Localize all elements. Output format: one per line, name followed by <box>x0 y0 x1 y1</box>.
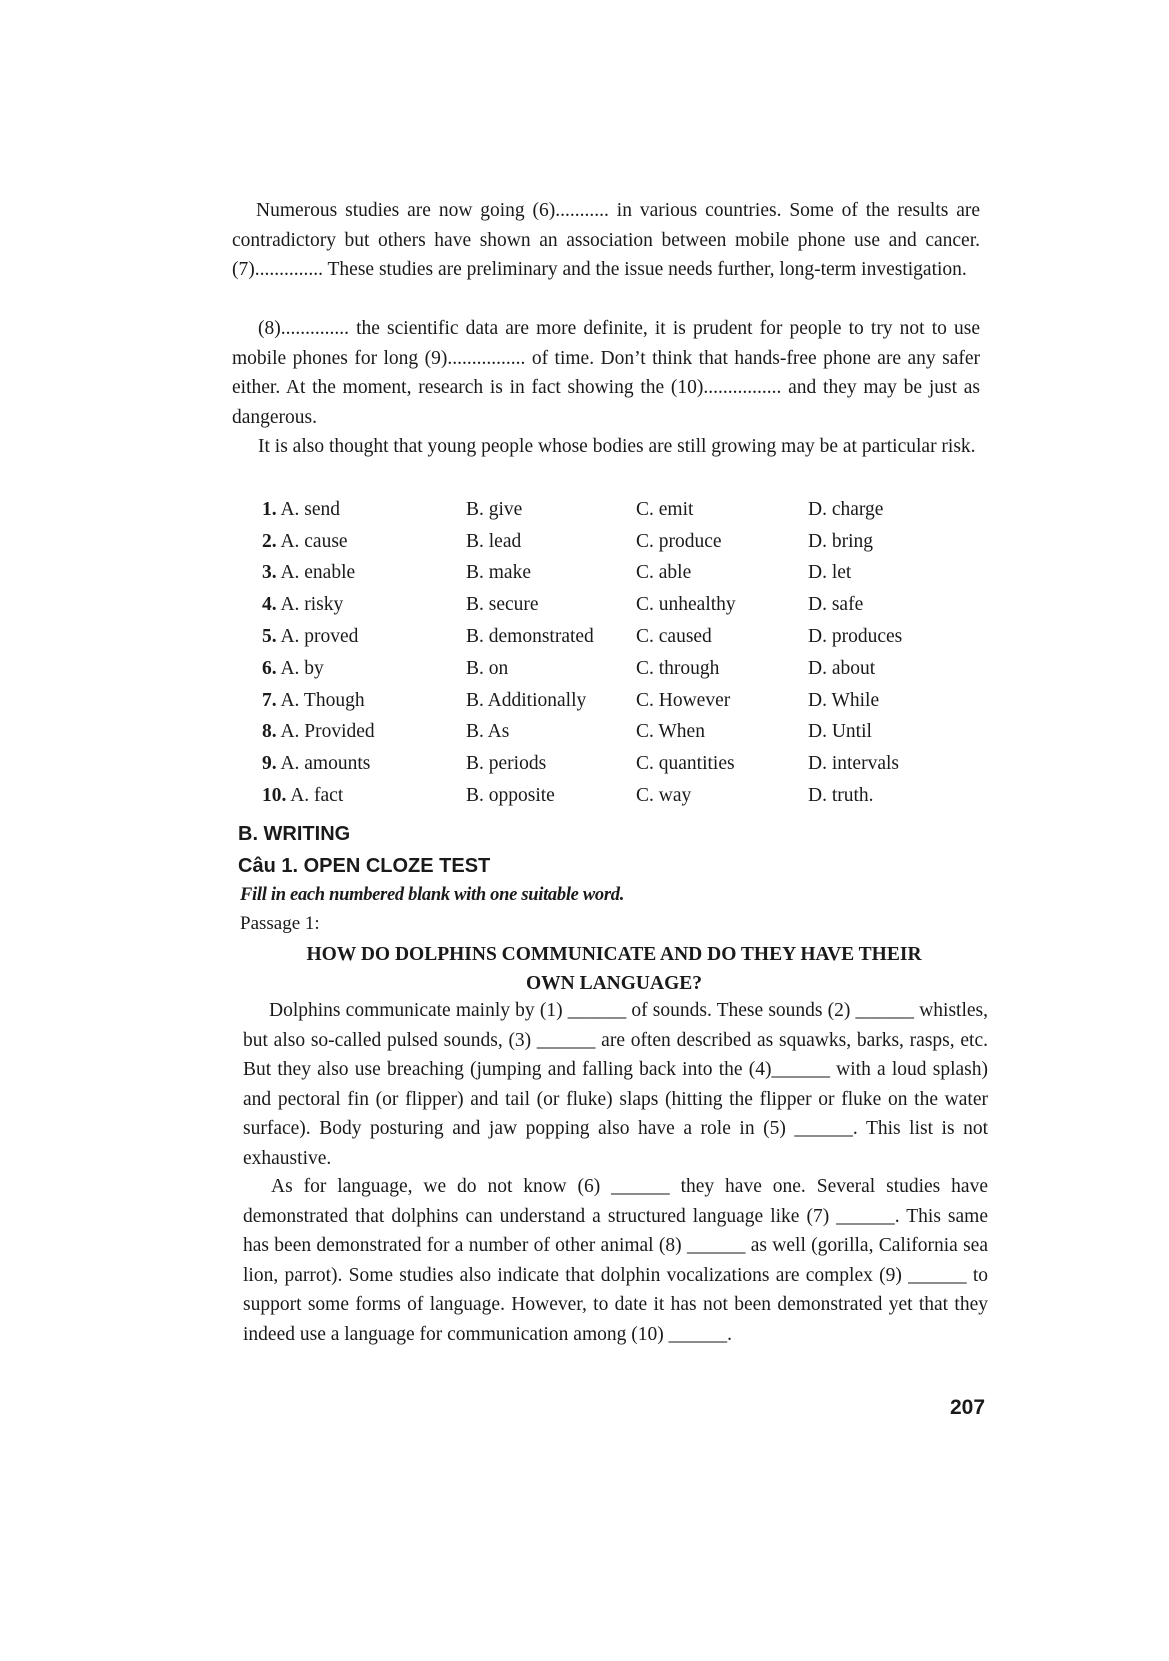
option-a <box>262 589 466 621</box>
question-number: 9. <box>262 753 277 775</box>
answer-options-body <box>262 494 982 812</box>
option-text: B. opposite <box>466 785 555 807</box>
option-c <box>636 685 808 717</box>
option-text: C. able <box>636 562 692 584</box>
option-text: B. make <box>466 562 531 584</box>
option-text: C. through <box>636 657 720 679</box>
option-b <box>466 589 636 621</box>
option-text: B. periods <box>466 753 547 775</box>
option-row <box>262 558 982 590</box>
option-b <box>466 748 636 780</box>
option-text: D. While <box>808 689 880 711</box>
question-number: 10. <box>262 785 287 807</box>
option-a <box>262 717 466 749</box>
section-heading: B. WRITING <box>238 823 351 845</box>
option-row <box>262 653 982 685</box>
page-number: 207 <box>950 1396 986 1419</box>
option-d <box>808 621 982 653</box>
option-text: D. intervals <box>808 753 899 775</box>
option-c <box>636 717 808 749</box>
option-row <box>262 494 982 526</box>
option-d <box>808 653 982 685</box>
option-text: C. caused <box>636 626 712 648</box>
option-text: B. demonstrated <box>466 626 594 648</box>
option-text: C. However <box>636 689 731 711</box>
option-text: B. Additionally <box>466 689 587 711</box>
option-d <box>808 526 982 558</box>
option-b <box>466 717 636 749</box>
option-row <box>262 589 982 621</box>
question-number: 6. <box>262 657 277 679</box>
option-c <box>636 780 808 812</box>
option-b <box>466 494 636 526</box>
option-text: A. Provided <box>280 721 375 743</box>
passage-label: Passage 1: <box>240 913 320 934</box>
dolphin-paragraph-1: Dolphins communicate mainly by (1) ______ of sounds. These sounds (2) ______ whistles, but also so-called pulsed sounds, (3) ______ are often described as squawks, barks, rasps, etc. But they also use breaching (jumping and falling back into the (4)______ with a loud splash) and pectoral fin (or flipper) and tail (or fluke) slaps (hitting the flipper or fluke on the water surface). Body posturing and jaw popping also have a role in (5) ______. This list is not exhaustive. <box>243 1000 988 1169</box>
option-b <box>466 621 636 653</box>
question-heading: Câu 1. OPEN CLOZE TEST <box>238 855 491 877</box>
option-text: A. risky <box>280 594 344 616</box>
passage-title-line-1: HOW DO DOLPHINS COMMUNICATE AND DO THEY HAVE THEIR <box>306 944 922 965</box>
option-a <box>262 621 466 653</box>
option-d <box>808 748 982 780</box>
option-c <box>636 526 808 558</box>
passage-title-line-2: OWN LANGUAGE? <box>525 973 703 994</box>
option-a <box>262 780 466 812</box>
option-text: C. emit <box>636 498 694 520</box>
option-text: D. about <box>808 657 876 679</box>
question-number: 5. <box>262 626 277 648</box>
question-number: 1. <box>262 498 277 520</box>
option-text: C. produce <box>636 530 722 552</box>
instruction-text: Fill in each numbered blank with one suitable word. <box>240 885 625 905</box>
option-text: A. enable <box>280 562 356 584</box>
option-c <box>636 653 808 685</box>
question-number: 2. <box>262 530 277 552</box>
option-d <box>808 589 982 621</box>
option-d <box>808 717 982 749</box>
option-text: D. Until <box>808 721 872 743</box>
option-a <box>262 685 466 717</box>
option-b <box>466 685 636 717</box>
option-c <box>636 589 808 621</box>
question-number: 8. <box>262 721 277 743</box>
option-text: B. on <box>466 657 509 679</box>
option-text: C. unhealthy <box>636 594 736 616</box>
option-text: A. proved <box>280 626 359 648</box>
question-number: 7. <box>262 689 277 711</box>
option-b <box>466 526 636 558</box>
option-text: C. way <box>636 785 692 807</box>
option-text: D. produces <box>808 626 903 648</box>
option-b <box>466 780 636 812</box>
option-d <box>808 494 982 526</box>
option-a <box>262 526 466 558</box>
option-text: B. As <box>466 721 510 743</box>
reading-paragraph-3: It is also thought that young people whose bodies are still growing may be at particular risk. <box>258 436 976 457</box>
option-b <box>466 558 636 590</box>
option-row <box>262 621 982 653</box>
option-row <box>262 748 982 780</box>
option-text: B. lead <box>466 530 522 552</box>
option-text: D. let <box>808 562 852 584</box>
option-text: C. quantities <box>636 753 735 775</box>
option-text: D. truth. <box>808 785 874 807</box>
option-row <box>262 685 982 717</box>
option-text: D. charge <box>808 498 884 520</box>
option-row <box>262 717 982 749</box>
reading-paragraph-1: Numerous studies are now going (6)........... in various countries. Some of the results are contradictory but others have shown an association between mobile phone use and cancer. (7).............. These studies are preliminary and the issue needs further, long-term investigation. <box>232 200 980 280</box>
question-number: 3. <box>262 562 277 584</box>
option-d <box>808 685 982 717</box>
question-number: 4. <box>262 594 277 616</box>
option-text: C. When <box>636 721 705 743</box>
option-text: A. send <box>280 498 341 520</box>
option-text: D. safe <box>808 594 864 616</box>
option-text: B. give <box>466 498 523 520</box>
option-c <box>636 748 808 780</box>
option-text: A. cause <box>280 530 348 552</box>
option-a <box>262 558 466 590</box>
option-text: A. Though <box>280 689 365 711</box>
option-text: A. fact <box>290 785 344 807</box>
option-text: A. amounts <box>280 753 371 775</box>
answer-options-table <box>262 494 982 812</box>
option-c <box>636 621 808 653</box>
option-c <box>636 558 808 590</box>
dolphin-paragraph-2: As for language, we do not know (6) ______ they have one. Several studies have demonstrated that dolphins can understand a structured language like (7) ______. This same has been demonstrated for a number of other animal (8) ______ as well (gorilla, California sea lion, parrot). Some studies also indicate that dolphin vocalizations are complex (9) ______ to support some forms of language. However, to date it has not been demonstrated yet that they indeed use a language for communication among (10) ______. <box>243 1176 988 1345</box>
option-d <box>808 780 982 812</box>
reading-paragraph-2: (8).............. the scientific data are more definite, it is prudent for people to try not to use mobile phones for long (9)................ of time. Don’t think that hands-free phone are any safer either. At the moment, research is in fact showing the (10)................ and they may be just as dangerous. <box>232 318 980 428</box>
option-row <box>262 780 982 812</box>
passage-title <box>238 940 990 998</box>
option-d <box>808 558 982 590</box>
option-row <box>262 526 982 558</box>
option-c <box>636 494 808 526</box>
option-a <box>262 748 466 780</box>
option-a <box>262 653 466 685</box>
option-b <box>466 653 636 685</box>
option-a <box>262 494 466 526</box>
option-text: D. bring <box>808 530 873 552</box>
option-text: A. by <box>280 657 324 679</box>
option-text: B. secure <box>466 594 539 616</box>
